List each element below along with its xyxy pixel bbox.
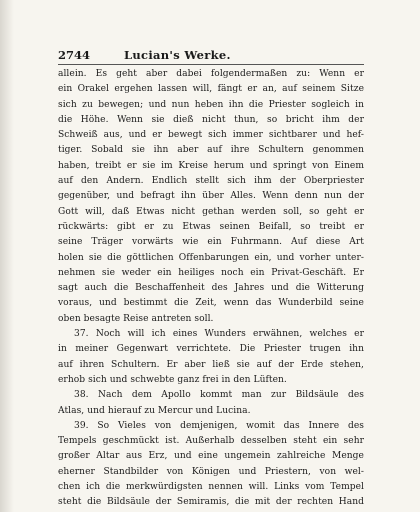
text-line: auf den Andern. Endlich stellt sich ihm der Oberpriester bbox=[58, 176, 364, 187]
text-line: haben, treibt er sie im Kreise herum und springt von Einem bbox=[58, 160, 364, 171]
text-line: Atlas, und hierauf zu Mercur und Lucina. bbox=[58, 405, 251, 416]
text-line: gegenüber, und befragt ihn über Alles. Wenn denn nun der bbox=[58, 191, 364, 202]
text-line: ein Orakel ergehen lassen will, fängt er an, auf seinem Sitze bbox=[58, 84, 364, 95]
text-line: steht die Bildsäule der Semiramis, die mit der rechten Hand bbox=[58, 497, 364, 508]
text-line: allein. Es geht aber dabei folgendermaßen zu: Wenn er bbox=[58, 69, 364, 79]
text-line: tiger. Sobald sie ihn aber auf ihre Schultern genommen bbox=[58, 145, 364, 156]
text-line: eherner Standbilder von Königen und Priestern, von wel- bbox=[58, 466, 364, 477]
text-line: seine Träger vorwärts wie ein Fuhrmann. Auf diese Art bbox=[58, 237, 364, 248]
header-rule bbox=[58, 64, 364, 65]
text-line: holen sie die göttlichen Offenbarungen ein, und vorher unter- bbox=[58, 252, 364, 263]
text-line: in meiner Gegenwart verrichtete. Die Priester trugen ihn bbox=[58, 344, 364, 355]
text-line: sagt auch die Beschaffenheit des Jahres und die Witterung bbox=[58, 283, 364, 294]
text-line: chen ich die merkwürdigsten nennen will. Links vom Tempel bbox=[58, 482, 364, 493]
text-line: 38. Nach dem Apollo kommt man zur Bildsäule des bbox=[74, 390, 364, 401]
text-line: voraus, und bestimmt die Zeit, wenn das Wunderbild seine bbox=[58, 298, 364, 309]
text-line: sich zu bewegen; und nun heben ihn die Priester sogleich in bbox=[58, 99, 364, 110]
text-line: großer Altar aus Erz, und eine ungemein zahlreiche Menge bbox=[58, 451, 364, 462]
text-line: 39. So Vieles von demjenigen, womit das Innere des bbox=[74, 420, 364, 431]
text-line: nehmen sie weder ein heiliges noch ein Privat-Geschäft. Er bbox=[58, 267, 364, 278]
text-line: erhob sich und schwebte ganz frei in den Lüften. bbox=[58, 374, 287, 385]
text-line: Tempels geschmückt ist. Außerhalb desselben steht ein sehr bbox=[58, 436, 364, 447]
text-line: Schweiß aus, und er bewegt sich immer sichtbarer und hef- bbox=[58, 130, 364, 141]
running-title: Lucian's Werke. bbox=[124, 48, 231, 62]
text-line: 37. Noch will ich eines Wunders erwähnen, welches er bbox=[74, 329, 364, 340]
body-text bbox=[58, 67, 364, 511]
page-gutter-shadow bbox=[0, 0, 14, 512]
text-line: rückwärts: gibt er zu Etwas seinen Beifall, so treibt er bbox=[58, 221, 364, 232]
text-line: Gott will, daß Etwas nicht gethan werden soll, so geht er bbox=[58, 206, 364, 217]
page-header bbox=[58, 48, 368, 64]
text-line: oben besagte Reise antreten soll. bbox=[58, 313, 214, 324]
text-line: auf ihren Schultern. Er aber ließ sie auf der Erde stehen, bbox=[58, 359, 364, 370]
text-line: die Höhe. Wenn sie dieß nicht thun, so bricht ihm der bbox=[58, 114, 364, 125]
page-number: 2744 bbox=[58, 48, 91, 62]
